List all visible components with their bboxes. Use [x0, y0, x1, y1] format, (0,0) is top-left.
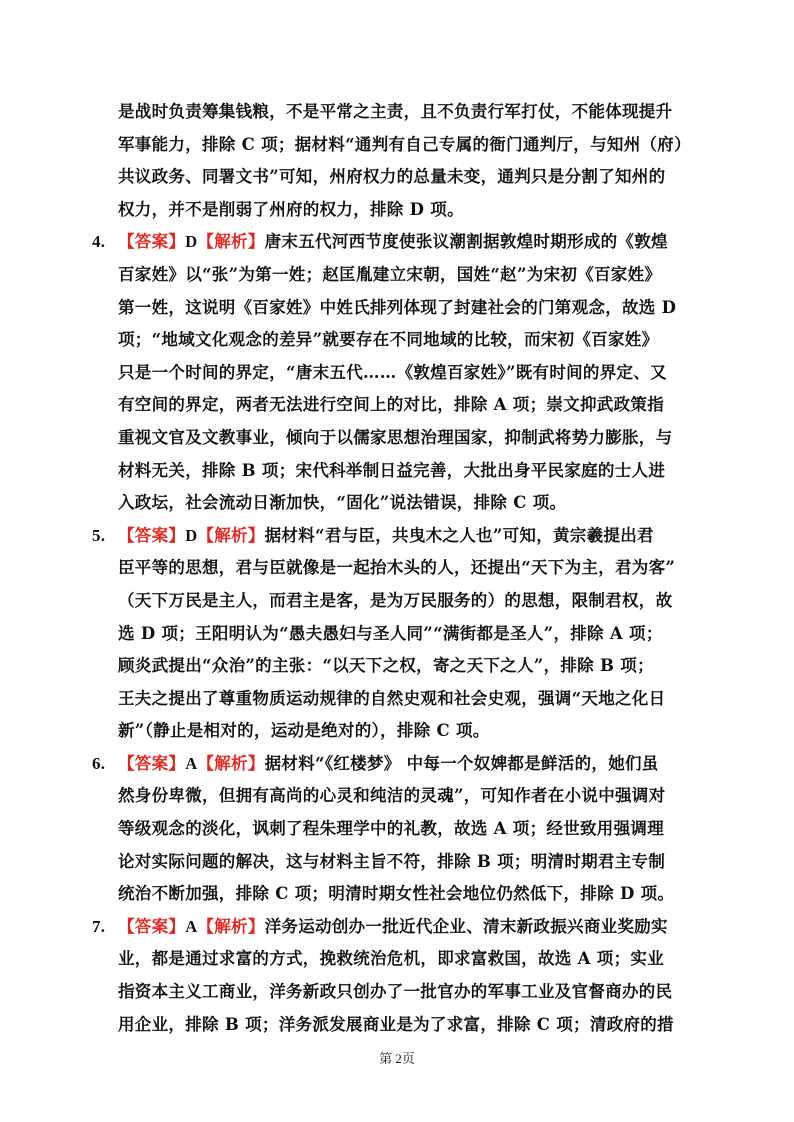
text-line: 有空间的界定，两者无法进行空间上的对比，排除 A 项；崇文抑武政策指 — [118, 395, 664, 415]
answer-tag: 【答案】 — [118, 753, 186, 773]
answer-analysis-body — [92, 96, 692, 1041]
answer-letter: D — [185, 525, 198, 545]
analysis-tag: 【解析】 — [197, 525, 265, 545]
question-item-4 — [92, 226, 692, 519]
analysis-tag: 【解析】 — [197, 916, 265, 936]
question-number: 4. — [92, 232, 106, 252]
text-line: 第一姓，这说明《百家姓》中姓氏排列体现了封建社会的门第观念，故选 D — [118, 297, 677, 317]
text-line: 重视文官及文教事业，倾向于以儒家思想治理国家，抑制武将势力膨胀，与 — [118, 427, 673, 447]
answer-letter: A — [185, 753, 198, 773]
text-line: 业，都是通过求富的方式，挽救统治危机，即求富救国，故选 A 项；实业 — [118, 949, 664, 969]
first-line — [118, 911, 692, 944]
question-item-6 — [92, 748, 692, 911]
answer-tag: 【答案】 — [118, 525, 186, 545]
text-line: 顾炎武提出“众治”的主张：“以天下之权，寄之天下之人”，排除 B 项； — [118, 656, 654, 676]
page-number-footer: 第 2页 — [379, 1051, 415, 1066]
analysis-text: 据材料“君与臣，共曳木之人也”可知，黄宗羲提出君 — [264, 525, 654, 545]
text-line: 共议政务、同署文书”可知，州府权力的总量未变，通判只是分割了知州的 — [118, 167, 666, 187]
first-line — [118, 520, 692, 553]
text-line: 选 D 项；王阳明认为“愚夫愚妇与圣人同”“满街都是圣人”，排除 A 项； — [118, 623, 663, 643]
analysis-text: 唐末五代河西节度使张议潮割据敦煌时期形成的《敦煌 — [264, 232, 668, 252]
text-line: （天下万民是主人，而君主是客，是为万民服务的）的思想，限制君权，故 — [118, 590, 673, 610]
answer-letter: D — [185, 232, 198, 252]
text-line: 论对实际问题的解决，这与材料主旨不符，排除 B 项；明清时期君主专制 — [118, 851, 666, 871]
answer-tag: 【答案】 — [118, 916, 186, 936]
text-line: 入政坛，社会流动日渐加快，“固化”说法错误，排除 C 项。 — [118, 493, 567, 513]
text-line: 权力，并不是削弱了州府的权力，排除 D 项。 — [118, 199, 464, 219]
text-line: 军事能力，排除 C 项；据材料“通判有自己专属的衙门通判厅，与知州（府） — [118, 134, 691, 154]
text-line: 是战时负责筹集钱粮，不是平常之主责，且不负责行军打仗，不能体现提升 — [118, 102, 673, 121]
text-line: 臣平等的思想，君与臣就像是一起抬木头的人，还提出“天下为主，君为客” — [118, 558, 676, 578]
text-line: 指资本主义工商业，洋务新政只创办了一批官办的军事工业及官督商办的民 — [118, 982, 673, 1002]
question-item-5 — [92, 520, 692, 748]
text-line: 新”（静止是相对的，运动是绝对的），排除 C 项。 — [118, 721, 490, 741]
text-line: 用企业，排除 B 项；洋务派发展商业是为了求富，排除 C 项；清政府的措 — [118, 1014, 674, 1034]
answer-tag: 【答案】 — [118, 232, 186, 252]
question-number: 7. — [92, 916, 106, 936]
first-line — [118, 226, 692, 259]
text-line: 百家姓》以“张”为第一姓；赵匡胤建立宋朝，国姓“赵”为宋初《百家姓》 — [118, 264, 662, 284]
text-line: 项；“地域文化观念的差异”就要存在不同地域的比较，而宋初《百家姓》 — [118, 330, 659, 350]
question-number: 5. — [92, 525, 106, 545]
text-line: 王夫之提出了尊重物质运动规律的自然史观和社会史观，强调“天地之化日 — [118, 688, 666, 708]
text-line: 材料无关，排除 B 项；宋代科举制日益完善，大批出身平民家庭的士人进 — [118, 460, 666, 480]
analysis-tag: 【解析】 — [197, 753, 265, 773]
analysis-text: 据材料“《红楼梦》 中每一个奴婢都是鲜活的，她们虽 — [264, 753, 659, 773]
continued-paragraph — [118, 96, 692, 226]
text-line: 然身份卑微，但拥有高尚的心灵和纯洁的灵魂”，可知作者在小说中强调对 — [118, 786, 666, 806]
question-number: 6. — [92, 753, 106, 773]
analysis-tag: 【解析】 — [197, 232, 265, 252]
text-line: 只是一个时间的界定，“唐末五代……《敦煌百家姓》”既有时间的界定、又 — [118, 362, 667, 382]
text-line: 等级观念的淡化，讽刺了程朱理学中的礼教，故选 A 项；经世致用强调理 — [118, 819, 664, 839]
analysis-text: 洋务运动创办一批近代企业、清末新政振兴商业奖励实 — [264, 916, 668, 936]
text-line: 统治不断加强，排除 C 项；明清时期女性社会地位仍然低下，排除 D 项。 — [118, 884, 675, 904]
first-line — [118, 748, 692, 781]
question-item-7 — [92, 911, 692, 1041]
answer-letter: A — [185, 916, 198, 936]
